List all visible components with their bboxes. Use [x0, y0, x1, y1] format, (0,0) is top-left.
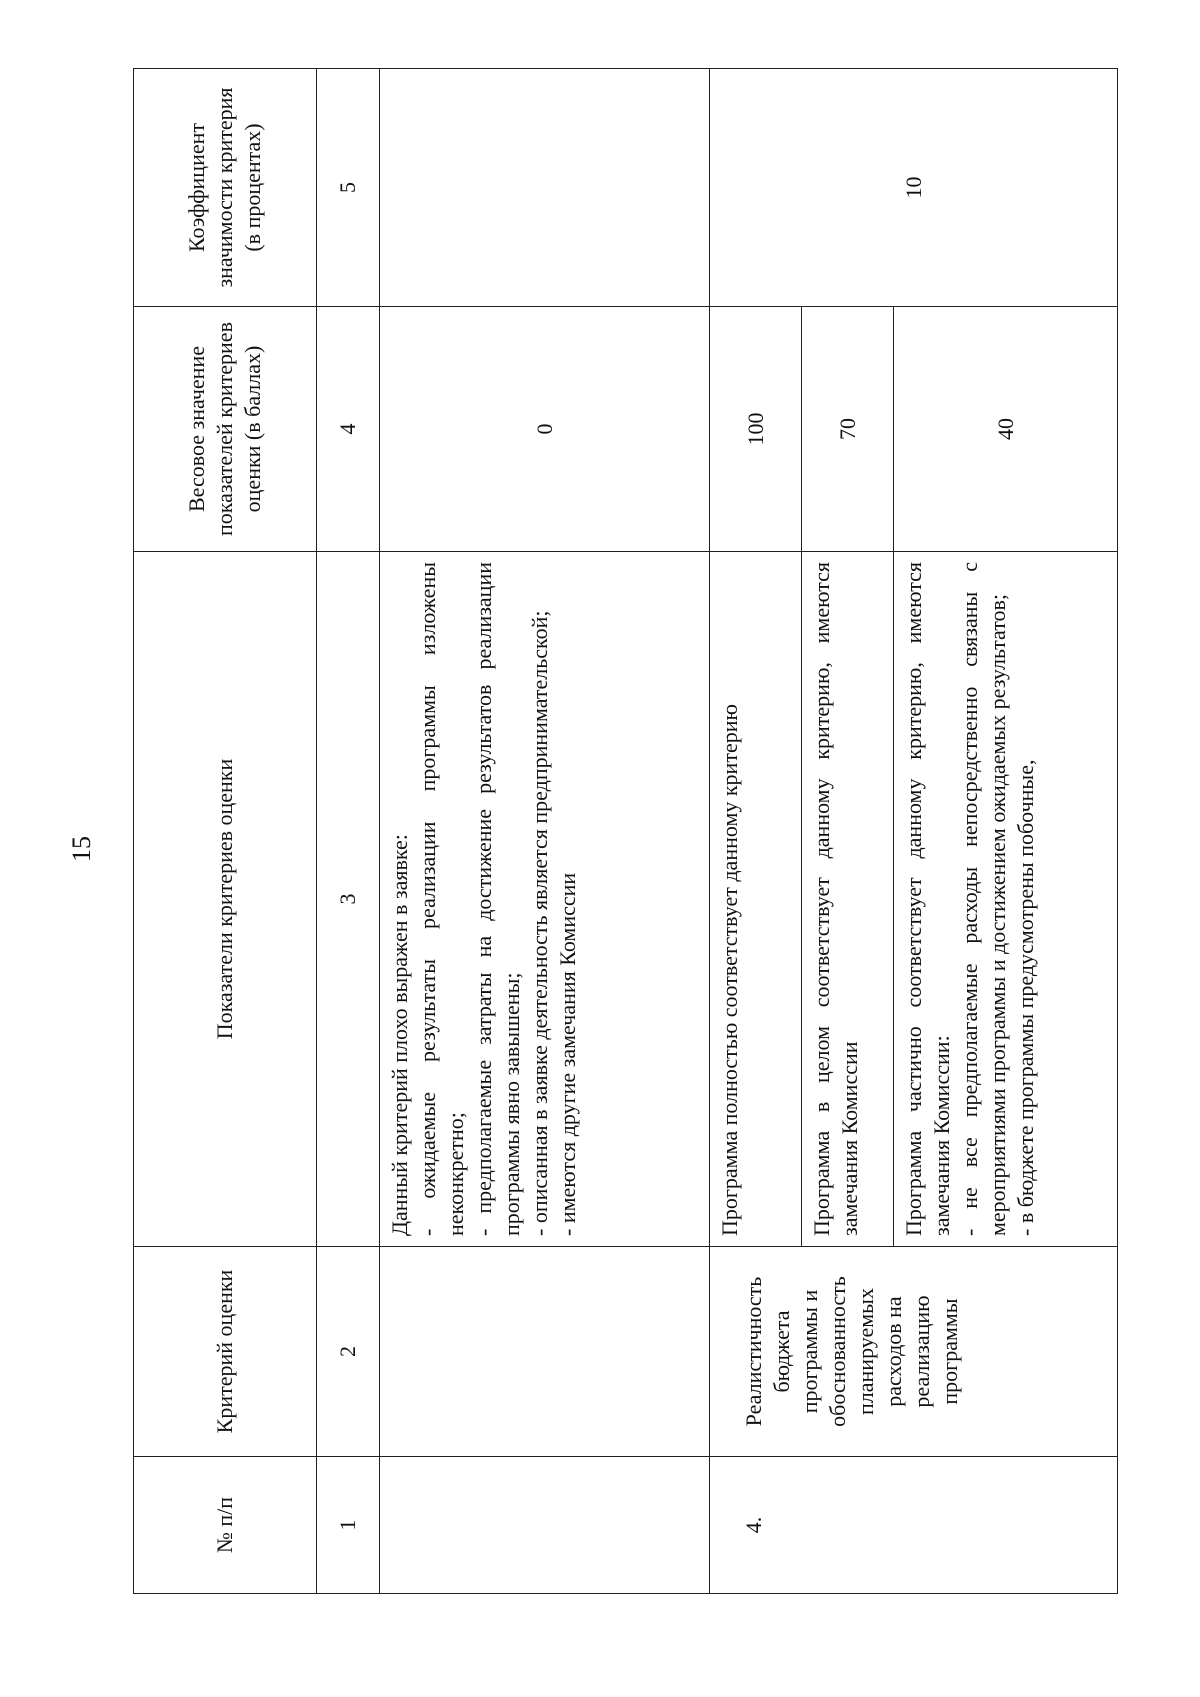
page-number: 15	[67, 836, 96, 862]
criteria-table	[133, 68, 1118, 1594]
column-number: 5	[316, 68, 379, 306]
indicator-text	[893, 551, 1117, 1246]
cell-empty	[379, 1456, 709, 1593]
table-row-continued	[379, 68, 709, 1593]
header-criterion: Критерий оценки	[133, 1246, 316, 1456]
score-value: 100	[709, 306, 801, 551]
score-value: 70	[801, 306, 893, 551]
header-coefficient: Коэффициент значимости критерия (в процентах)	[133, 68, 316, 306]
header-score: Весовое значение показателей критериев оценки (в баллах)	[133, 306, 316, 551]
column-number-row	[316, 68, 379, 1593]
table-row-4a	[709, 68, 801, 1593]
criterion-name: Реалистичность бюджета программы и обоснованность планируемых расходов на реализацию программы	[709, 1246, 1117, 1456]
indicator-text: Программа полностью соответствует данному критерию	[709, 551, 801, 1246]
indicator-description	[379, 551, 709, 1246]
cell-empty	[379, 1246, 709, 1456]
indicator-line: - в бюджете программы предусмотрены побочные,	[1012, 759, 1038, 1236]
coefficient-value: 10	[709, 68, 1117, 306]
column-number: 2	[316, 1246, 379, 1456]
cell-empty	[379, 68, 709, 306]
indicator-line: Данный критерий плохо выражен в заявке:	[386, 833, 412, 1236]
indicator-line: - описанная в заявке деятельность является предпринимательской;	[526, 609, 552, 1236]
score-value: 40	[893, 306, 1117, 551]
column-number: 3	[316, 551, 379, 1246]
header-row	[133, 68, 316, 1593]
score-value: 0	[379, 306, 709, 551]
indicator-line: - имеются другие замечания Комиссии	[554, 872, 580, 1236]
column-number: 1	[316, 1456, 379, 1593]
indicator-line: Программа частично соответствует данному критерию, имеются замечания Комиссии:	[900, 561, 954, 1236]
rotated-table-wrapper	[133, 69, 1118, 1594]
indicator-text: Программа в целом соответствует данному критерию, имеются замечания Комиссии	[801, 551, 893, 1246]
indicator-line: - не все предполагаемые расходы непосредственно связаны с мероприятиями программы и достижением ожидаемых результатов;	[956, 561, 1010, 1236]
header-indicators: Показатели критериев оценки	[133, 551, 316, 1246]
column-number: 4	[316, 306, 379, 551]
indicator-line: - предполагаемые затраты на достижение результатов реализации программы явно завышены;	[470, 561, 524, 1236]
indicator-line: - ожидаемые результаты реализации программы изложены неконкретно;	[414, 561, 468, 1236]
header-number: № п/п	[133, 1456, 316, 1593]
row-number: 4.	[709, 1456, 1117, 1593]
